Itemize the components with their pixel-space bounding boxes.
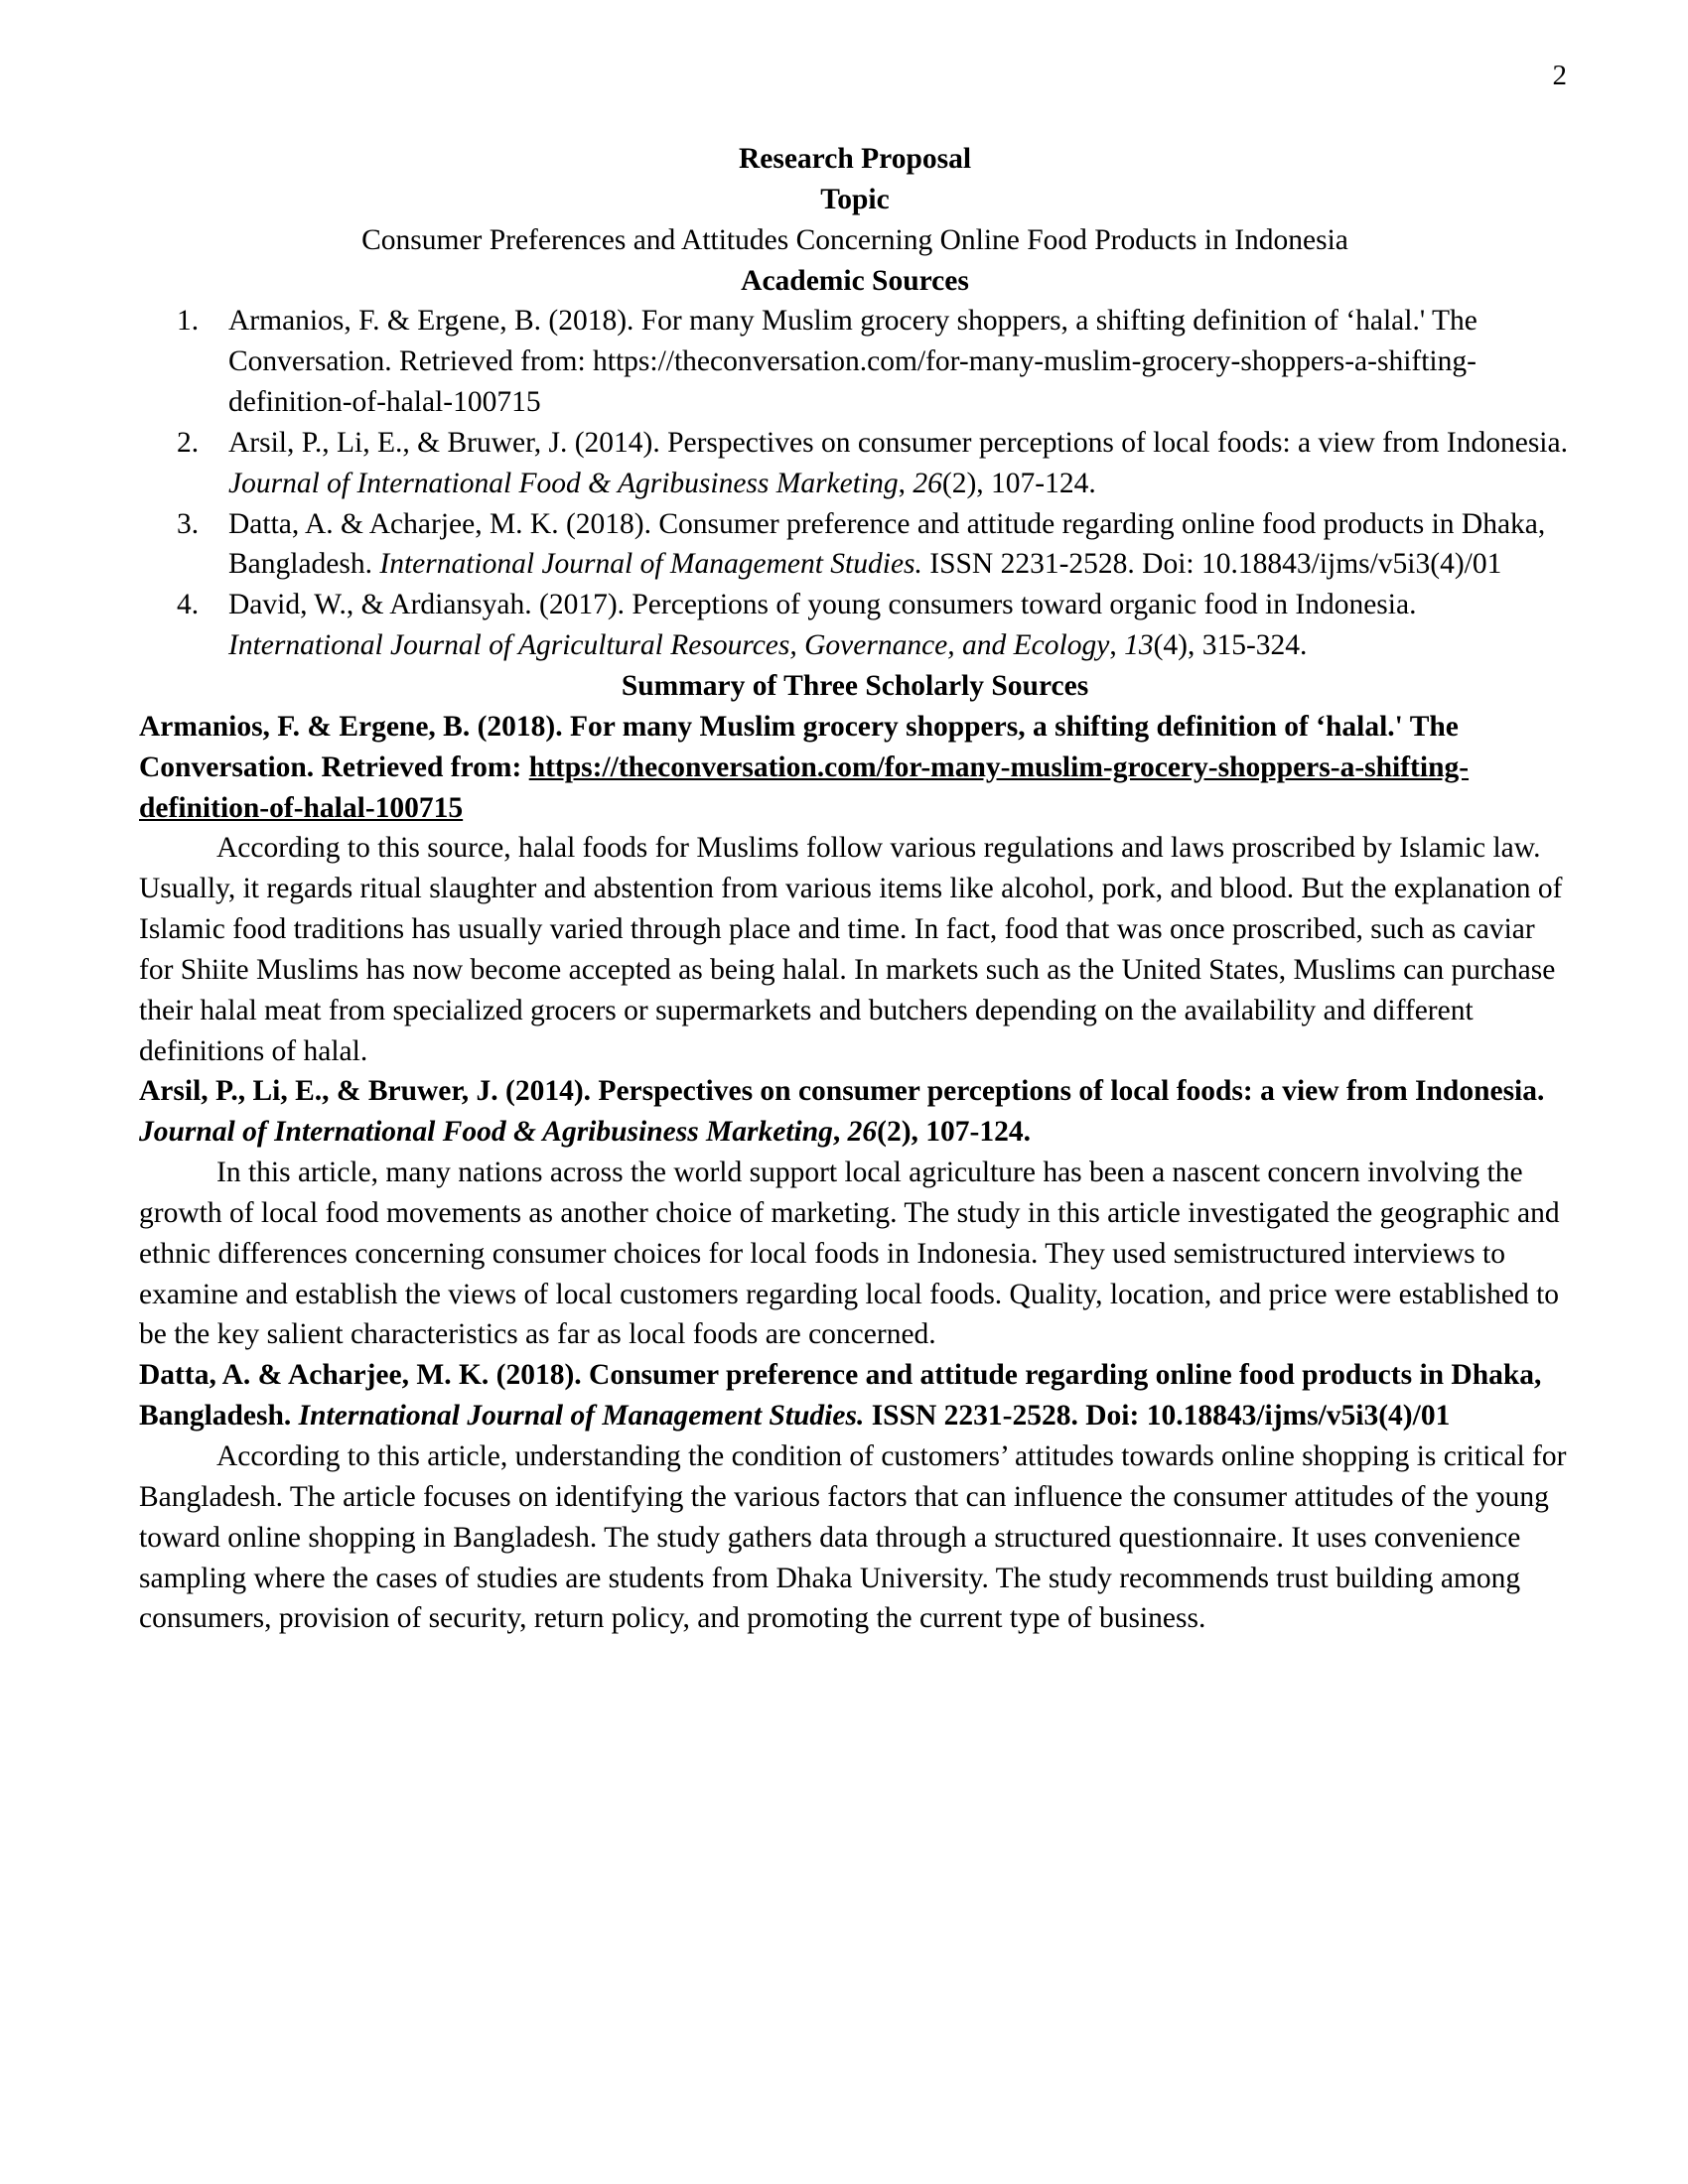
citation-identifier: ISSN 2231-2528. Doi: 10.18843/ijms/v5i3(4)/01 [864, 1400, 1451, 1433]
summary-citation-1 [139, 707, 1571, 829]
summary-citation-2 [139, 1071, 1571, 1153]
summary-body-2: In this article, many nations across the world support local agriculture has been a nascent concern involving the growth of local food movements as another choice of marketing. The study in this article investigated the geographic and ethnic differences concerning consumer choices for local foods in Indonesia. They used semistructured interviews to examine and establish the views of local customers regarding local foods. Quality, location, and price were established to be the key salient characteristics as far as local foods are concerned. [139, 1157, 1560, 1351]
citation-volume: 26 [847, 1116, 878, 1149]
list-item [139, 423, 1571, 504]
topic-text: Consumer Preferences and Attitudes Concerning Online Food Products in Indonesia [361, 223, 1348, 256]
source-journal: Journal of International Food & Agribusiness Marketing [228, 467, 899, 499]
citation-text: Arsil, P., Li, E., & Bruwer, J. (2014). Perspectives on consumer perceptions of local foods: a view from Indonesia. [139, 1075, 1545, 1108]
source-journal: International Journal of Management Studies. [379, 548, 922, 581]
source-volume: 13 [1124, 629, 1154, 662]
citation-journal: International Journal of Management Studies. [298, 1400, 865, 1433]
source-pages: (2), 107-124. [941, 467, 1096, 499]
list-item [139, 585, 1571, 666]
summary-body-3: According to this article, understanding the condition of customers’ attitudes towards online shopping is critical for Bangladesh. The article focuses on identifying the various factors that can influence the consumer attitudes of the young toward online shopping in Bangladesh. The study gathers data through a structured questionnaire. It uses convenience sampling where the cases of studies are students from Dhaka University. The study recommends trust building among consumers, provision of security, return policy, and promoting the current type of business. [139, 1440, 1567, 1635]
academic-sources-list [139, 301, 1571, 666]
document-body [139, 139, 1571, 1639]
citation-journal: Journal of International Food & Agribusiness Marketing [139, 1116, 833, 1149]
page-number: 2 [1552, 60, 1567, 91]
list-item [139, 301, 1571, 423]
citation-text: Armanios, F. & Ergene, B. (2018). For many Muslim grocery shoppers, a shifting definition of ‘halal.' The Conversation. Retrieved from: [139, 710, 1459, 783]
source-identifier: ISSN 2231-2528. Doi: 10.18843/ijms/v5i3(4)/01 [921, 548, 1502, 581]
source-sep: , [898, 467, 914, 499]
source-text: Armanios, F. & Ergene, B. (2018). For many Muslim grocery shoppers, a shifting definition of ‘halal.' The Conversation. Retrieved from: https://theconversation.com/for-many-muslim-grocery-shoppers-a-shifting-definition-of-halal-100715 [228, 305, 1477, 419]
summary-body-1: According to this source, halal foods for Muslims follow various regulations and laws proscribed by Islamic law. Usually, it regards ritual slaughter and abstention from various items like alcohol, pork, and blood. But the explanation of Islamic food traditions has usually varied through place and time. In fact, food that was once proscribed, such as caviar for Shiite Muslims has now become accepted as being halal. In markets such as the United States, Muslims can purchase their halal meat from specialized grocers or supermarkets and butchers depending on the availability and different definitions of halal. [139, 832, 1563, 1067]
topic-label: Topic [820, 183, 890, 215]
citation-sep: , [832, 1116, 848, 1149]
page-title: Research Proposal [738, 143, 972, 175]
list-item [139, 504, 1571, 586]
source-volume: 26 [913, 467, 942, 499]
source-text: David, W., & Ardiansyah. (2017). Perceptions of young consumers toward organic food in Indonesia. [228, 589, 1417, 621]
academic-sources-heading: Academic Sources [741, 264, 969, 297]
summary-citation-3 [139, 1355, 1571, 1436]
source-text: Arsil, P., Li, E., & Bruwer, J. (2014). Perspectives on consumer perceptions of local foods: a view from Indonesia. [228, 426, 1568, 459]
citation-pages: (2), 107-124. [877, 1116, 1032, 1149]
source-sep: , [1109, 629, 1125, 662]
source-text: Datta, A. & Acharjee, M. K. (2018). Consumer preference and attitude regarding online food products in Dhaka, Bangladesh. [228, 507, 1546, 581]
summary-heading: Summary of Three Scholarly Sources [621, 669, 1089, 702]
citation-text: Datta, A. & Acharjee, M. K. (2018). Consumer preference and attitude regarding online food products in Dhaka, Bangladesh. [139, 1359, 1542, 1433]
source-journal: International Journal of Agricultural Resources, Governance, and Ecology [228, 629, 1110, 662]
source-pages: (4), 315-324. [1153, 629, 1308, 662]
citation-url[interactable]: https://theconversation.com/for-many-muslim-grocery-shoppers-a-shifting-definition-of-halal-100715 [139, 751, 1470, 824]
